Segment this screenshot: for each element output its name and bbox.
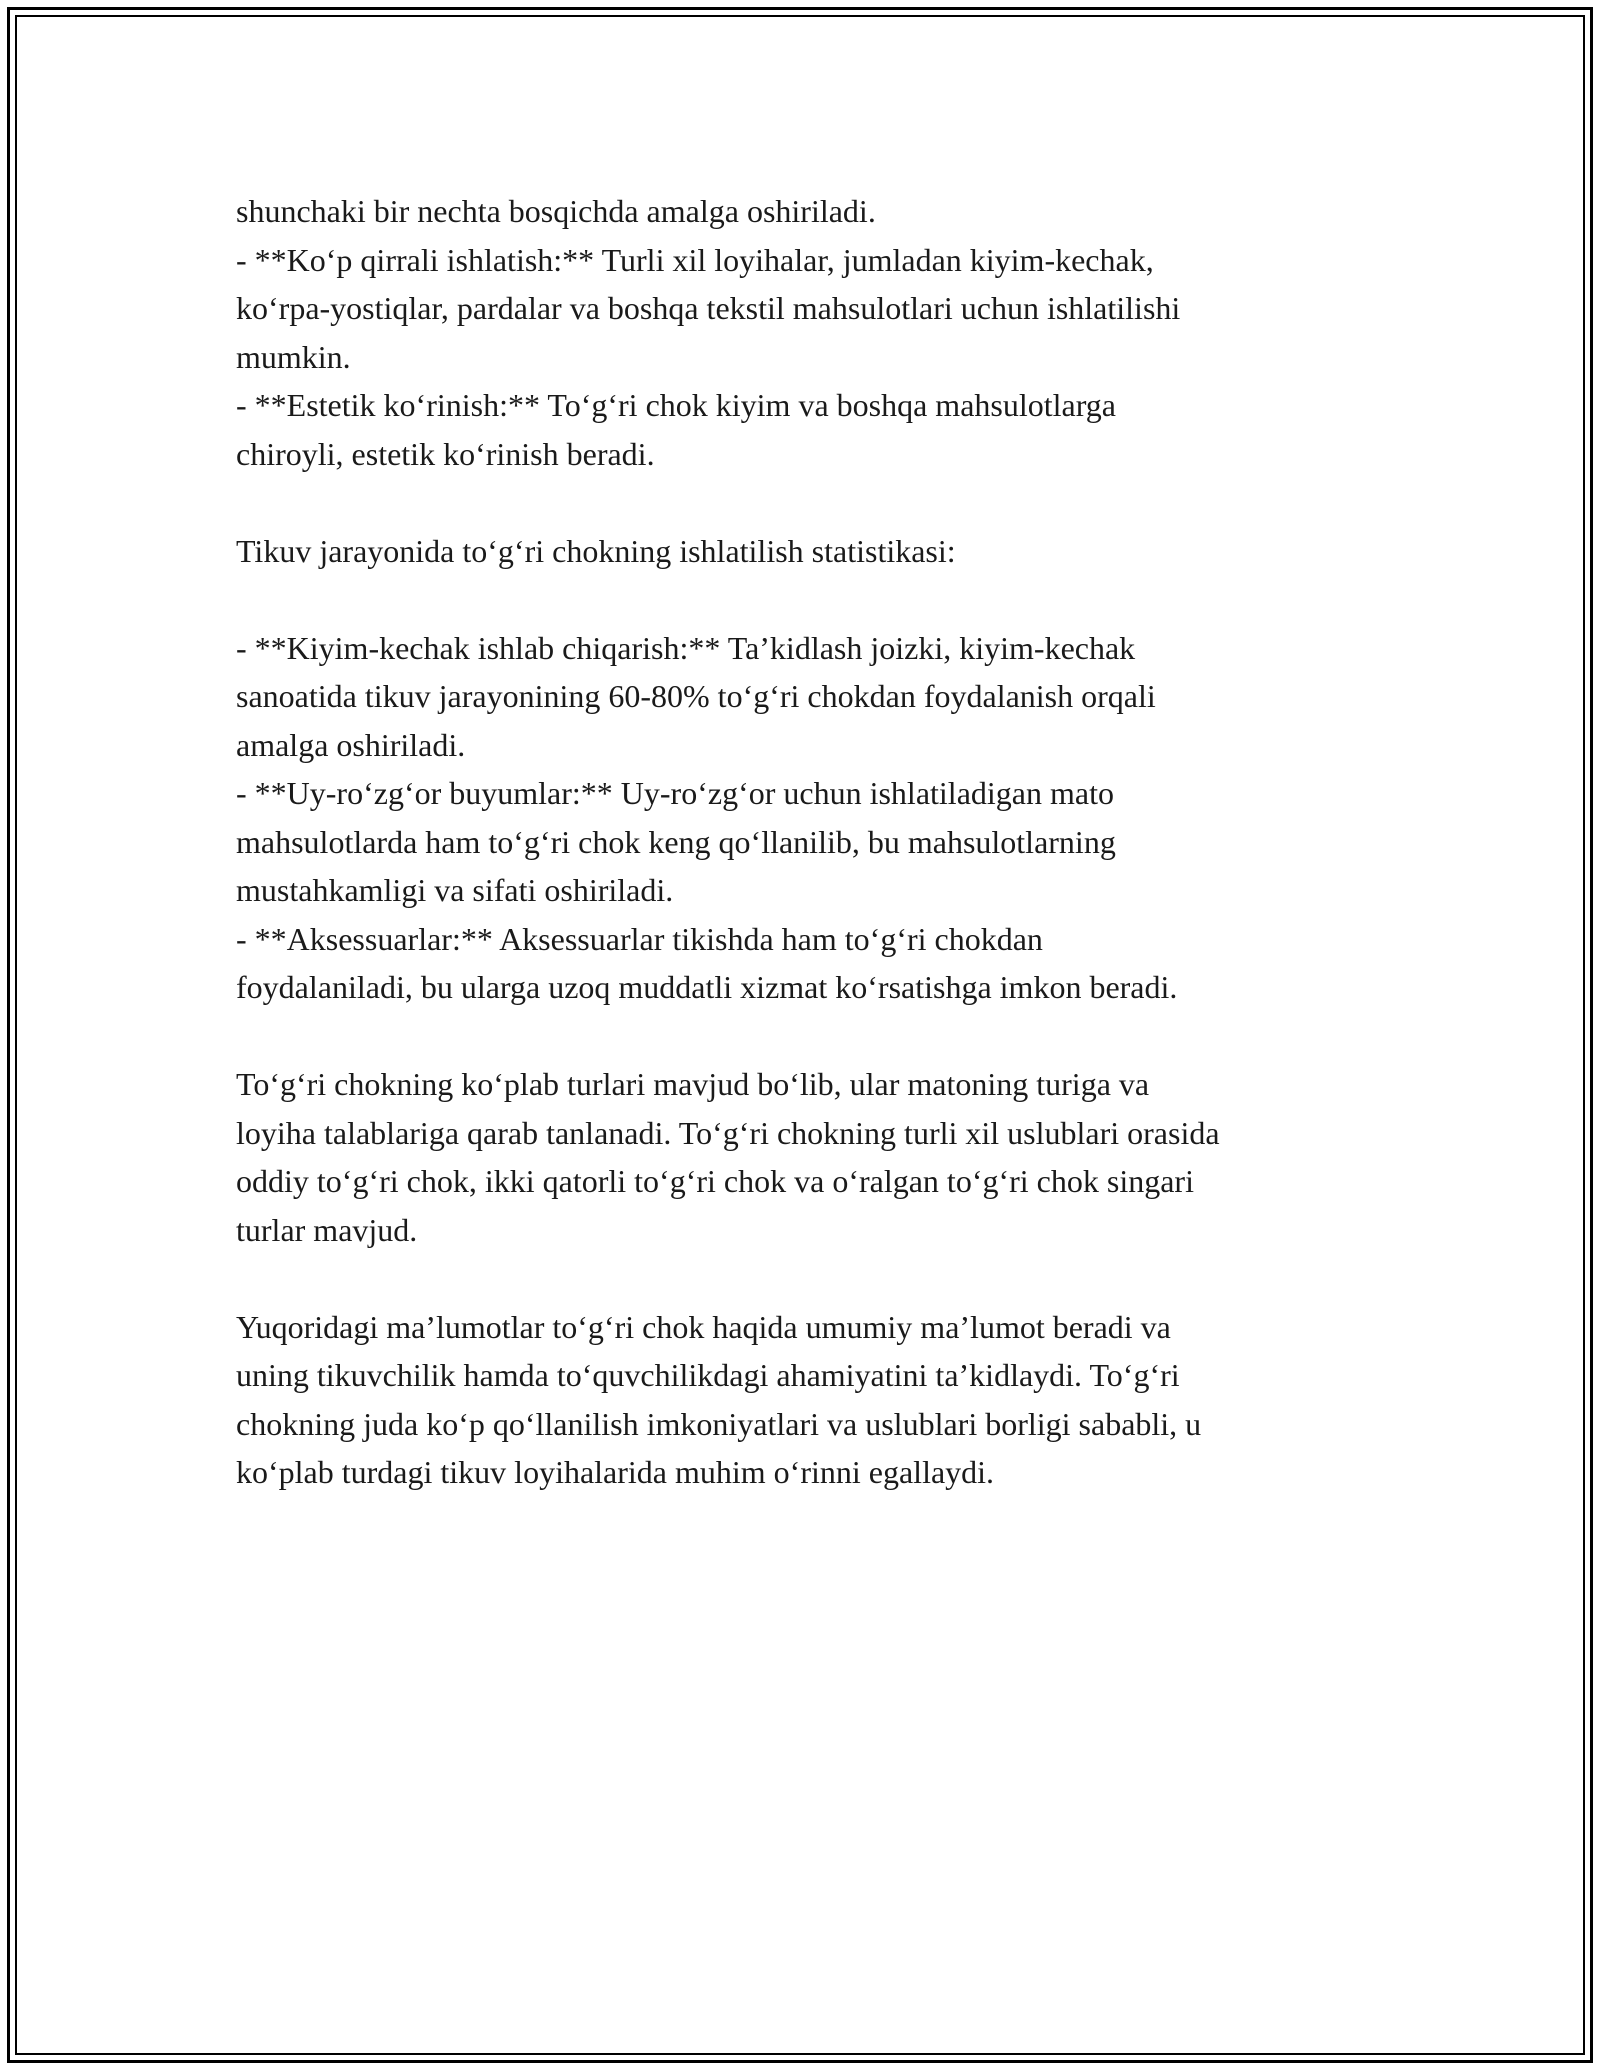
text-line: - **Aksessuarlar:** Aksessuarlar tikishda ham to‘g‘ri chokdan: [236, 920, 1043, 957]
text-line: - **Kiyim-kechak ishlab chiqarish:** Ta’kidlash joizki, kiyim-kechak: [236, 629, 1136, 666]
paragraph-gap: [236, 575, 1376, 624]
text-line: ko‘plab turdagi tikuv loyihalarida muhim o‘rinni egallaydi.: [236, 1454, 995, 1490]
text-line: - **Uy-ro‘zg‘or buyumlar:** Uy-ro‘zg‘or uchun ishlatiladigan mato: [236, 775, 1114, 811]
text-line: - **Estetik ko‘rinish:** To‘g‘ri chok kiyim va boshqa mahsulotlarga: [236, 387, 1116, 423]
text-line: sanoatida tikuv jarayonining 60-80% to‘g‘ri chokdan foydalanish orqali: [236, 678, 1156, 714]
text-line: turlar mavjud.: [236, 1211, 418, 1248]
text-line: chiroyli, estetik ko‘rinish beradi.: [236, 435, 655, 472]
text-line: shunchaki bir nechta bosqichda amalga oshiriladi.: [236, 193, 876, 229]
paragraph-gap: [236, 478, 1376, 527]
text-line: uning tikuvchilik hamda to‘quvchilikdagi ahamiyatini ta’kidlaydi. To‘g‘ri: [236, 1357, 1180, 1393]
text-line: loyiha talablariga qarab tanlanadi. To‘g‘ri chokning turli xil uslublari orasida: [236, 1114, 1220, 1151]
paragraph-gap: [236, 1254, 1376, 1303]
document-body: [236, 187, 1376, 1497]
paragraph-gap: [236, 1012, 1376, 1061]
text-line: Yuqoridagi ma’lumotlar to‘g‘ri chok haqida umumiy ma’lumot beradi va: [236, 1308, 1171, 1345]
text-line: Tikuv jarayonida to‘g‘ri chokning ishlatilish statistikasi:: [236, 532, 956, 569]
text-line: foydalaniladi, bu ularga uzoq muddatli xizmat ko‘rsatishga imkon beradi.: [236, 969, 1178, 1005]
text-line: chokning juda ko‘p qo‘llanilish imkoniyatlari va uslublari borligi sababli, u: [236, 1405, 1202, 1442]
text-line: amalga oshiriladi.: [236, 726, 466, 763]
text-line: To‘g‘ri chokning ko‘plab turlari mavjud bo‘lib, ular matoning turiga va: [236, 1066, 1150, 1102]
text-line: mahsulotlarda ham to‘g‘ri chok keng qo‘llanilib, bu mahsulotlarning: [236, 823, 1116, 860]
text-line: mustahkamligi va sifati oshiriladi.: [236, 872, 674, 908]
text-line: - **Ko‘p qirrali ishlatish:** Turli xil loyihalar, jumladan kiyim-kechak,: [236, 241, 1154, 278]
text-line: mumkin.: [236, 338, 351, 375]
text-line: ko‘rpa-yostiqlar, pardalar va boshqa tekstil mahsulotlari uchun ishlatilishi: [236, 290, 1181, 326]
text-line: oddiy to‘g‘ri chok, ikki qatorli to‘g‘ri chok va o‘ralgan to‘g‘ri chok singari: [236, 1163, 1194, 1199]
